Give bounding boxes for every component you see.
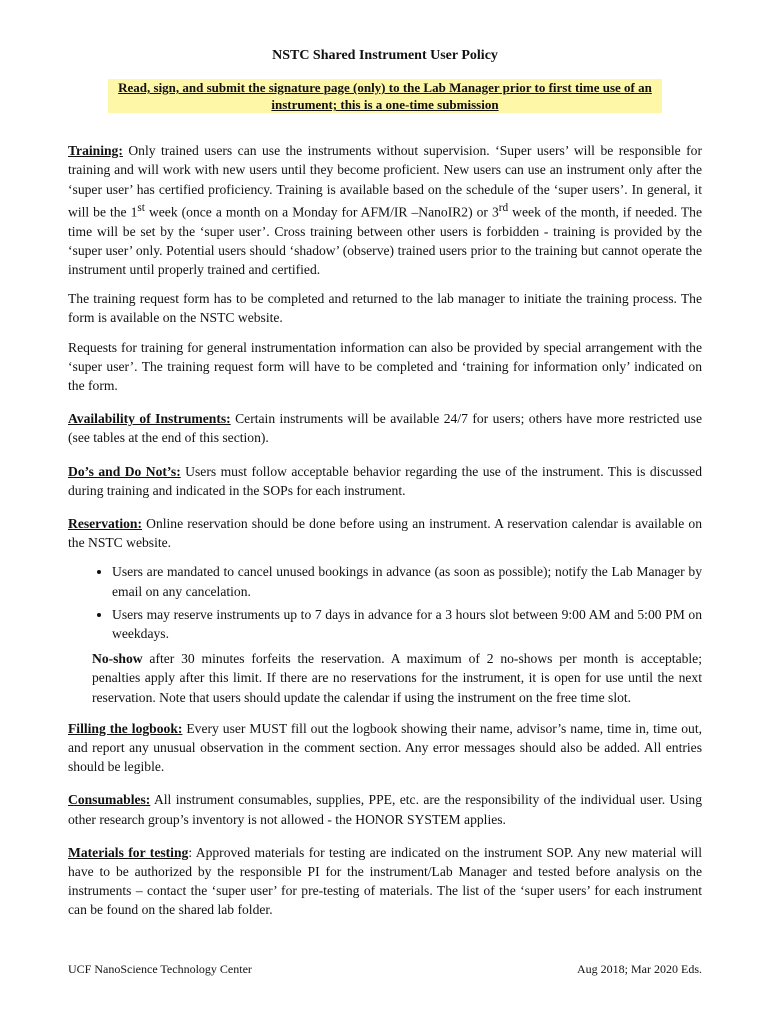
dos-paragraph xyxy=(68,462,702,500)
training-paragraph xyxy=(68,141,702,279)
noshow-paragraph xyxy=(92,649,702,707)
footer-left: UCF NanoScience Technology Center xyxy=(68,962,252,976)
submission-notice: Read, sign, and submit the signature page (only) to the Lab Manager prior to first time use of an instrument; this is a one-time submission xyxy=(108,79,662,113)
reservation-paragraph xyxy=(68,514,702,552)
dos-text: Users must follow acceptable behavior regarding the use of the instrument. This is discussed during training and indicated in the SOPs for each instrument. xyxy=(68,463,702,498)
sup-rd: rd xyxy=(498,201,509,214)
training-heading: Training: xyxy=(68,143,123,159)
materials-paragraph xyxy=(68,843,702,920)
availability-text: Certain instruments will be available 24/7 for users; others have more restricted use (see tables at the end of this section). xyxy=(68,411,703,446)
availability-heading: Availability of Instruments: xyxy=(68,411,231,427)
reservation-text: Online reservation should be done before using an instrument. A reservation calendar is available on the NSTC website. xyxy=(68,515,702,551)
sup-st: st xyxy=(137,201,145,214)
training-text-c: week of the month, if needed. The time will be set by the ‘super user’. Cross training between other users is forbidden - training is provided by the ‘super user’ only. Potential users should ‘shadow’ (observe) trained users prior to the training but cannot operate the instrument until properly trained and certified. xyxy=(68,204,703,277)
consumables-text: All instrument consumables, supplies, PPE, etc. are the responsibility of the individual user. Using other research group’s inventory is not allowed - the HONOR SYSTEM applies. xyxy=(68,792,702,827)
reservation-heading: Reservation: xyxy=(68,515,142,531)
availability-paragraph xyxy=(68,409,702,447)
materials-text: : Approved materials for testing are indicated on the instrument SOP. Any new material will have to be authorized by the responsible PI for the instrument/Lab Manager and tested before analysis on the instruments – contact the ‘super user’ for pre-testing of materials. The list of the ‘super users’ for each instrument can be found on the shared lab folder. xyxy=(68,844,702,918)
materials-heading: Materials for testing xyxy=(68,844,189,860)
footer-right: Aug 2018; Mar 2020 Eds. xyxy=(577,962,702,976)
training-text-a: Only trained users can use the instruments without supervision. ‘Super users’ will be responsible for training and will work with new users until they become proficient. New users can use an instrument only after the ‘super user’ has certified proficiency. Training is available based on the schedule of the ‘super users’. In general, it will be the 1 xyxy=(68,143,702,220)
logbook-heading: Filling the logbook: xyxy=(68,720,183,736)
noshow-text: after 30 minutes forfeits the reservation. A maximum of 2 no-shows per month is acceptable; penalties apply after this limit. If there are no reservations for the instrument, it is open for use until the next reservation. Note that users should update the calendar if using the instrument on the free time slot. xyxy=(92,651,702,705)
training-text-b: week (once a month on a Monday for AFM/IR –NanoIR2) or 3 xyxy=(144,204,499,220)
logbook-paragraph xyxy=(68,719,702,777)
consumables-heading: Consumables: xyxy=(68,792,151,808)
noshow-label: No-show xyxy=(92,651,143,667)
document-page xyxy=(68,46,702,930)
dos-heading: Do’s and Do Not’s: xyxy=(68,463,181,479)
list-item: • Users may reserve instruments up to 7 days in advance for a 3 hours slot between 9:00 AM and 5:00 PM on weekdays. xyxy=(112,605,702,643)
training-request-paragraph: The training request form has to be completed and returned to the lab manager to initiate the training process. The form is available on the NSTC website. xyxy=(68,291,702,326)
page-title: NSTC Shared Instrument User Policy xyxy=(272,48,498,63)
consumables-paragraph xyxy=(68,790,702,828)
page-footer xyxy=(68,962,702,977)
reservation-list xyxy=(68,562,702,643)
list-item: • Users are mandated to cancel unused bookings in advance (as soon as possible); notify the Lab Manager by email on any cancelation. xyxy=(112,562,702,600)
training-info-paragraph: Requests for training for general instrumentation information can also be provided by special arrangement with the ‘super user’. The training request form will have to be completed and ‘training for information only’ indicated on the form. xyxy=(68,339,702,393)
logbook-text: Every user MUST fill out the logbook showing their name, advisor’s name, time in, time out, and report any unusual observation in the comment section. Any error messages should also be added. All entries should be legible. xyxy=(68,720,703,775)
